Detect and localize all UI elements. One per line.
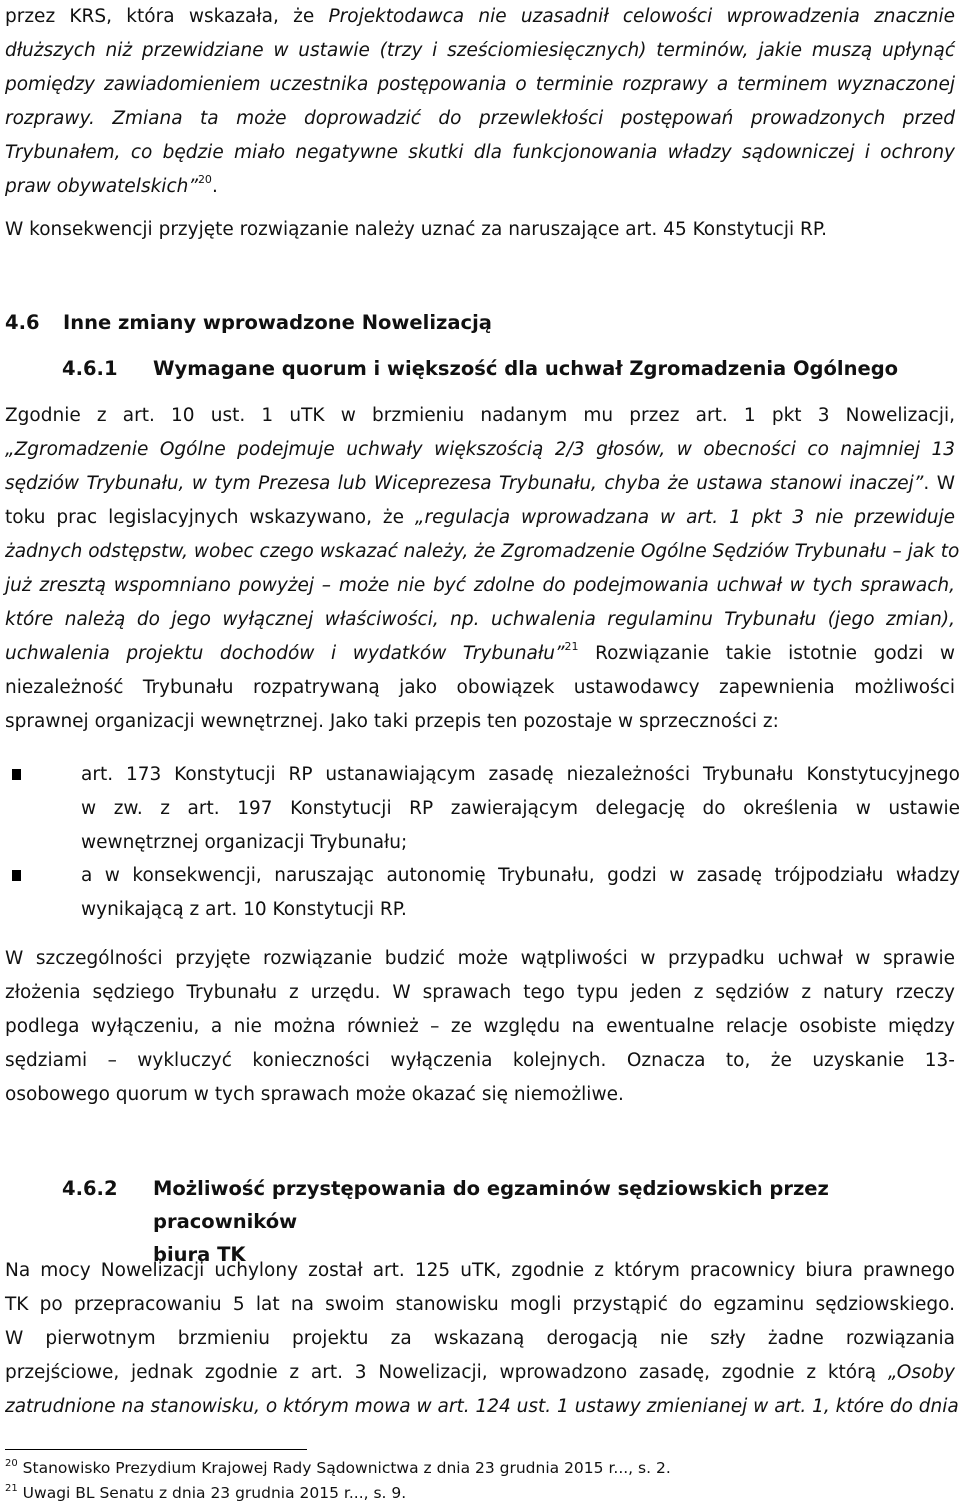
paragraph-line: sprawnej organizacji wewnętrznej. Jako taki przepis ten pozostaje w sprzeczności z: [5,711,779,732]
paragraph-line: Na mocy Nowelizacji uchylony został art. 125 uTK, zgodnie z którym pracownicy biura prawnego [5,1260,955,1281]
paragraph-line: podlega wyłączeniu, a nie można również – ze względu na ewentualne relacje osobiste między [5,1016,955,1037]
footnote-ref[interactable]: 21 [564,639,579,653]
paragraph-line: złożenia sędziego Trybunału z urzędu. W sprawach tego typu jeden z sędziów z natury rzeczy [5,982,955,1003]
paragraph-line: już zresztą wspomniano powyżej – może nie być zdolne do podejmowania uchwał w tych sprawach, [5,575,955,596]
paragraph-line: sędziami – wykluczyć konieczności wyłączenia kolejnych. Oznacza to, że uzyskanie 13- [5,1050,955,1071]
subsection-heading: 4.6.2 Możliwość przystępowania do egzaminów sędziowskich przez pracowników biura TK [62,1177,829,1266]
paragraph-line: pomiędzy zawiadomieniem uczestnika postępowania o terminie rozprawy a terminem wyznaczonej [5,74,955,95]
paragraph-line: dłuższych niż przewidziane w ustawie (trzy i sześciomiesięcznych) terminów, jakie muszą upłynąć [5,40,955,61]
paragraph-conclusion: W konsekwencji przyjęte rozwiązanie należy uznać za naruszające art. 45 Konstytucji RP. [5,219,828,240]
subsection-heading: 4.6.1 Wymagane quorum i większość dla uchwał Zgromadzenia Ogólnego [62,357,899,380]
paragraph-line: sędziów Trybunału, w tym Prezesa lub Wiceprezesa Trybunału, chyba że ustawa stanowi inaczej”. W [5,473,955,494]
paragraph-line: toku prac legislacyjnych wskazywano, że „regulacja wprowadzana w art. 1 pkt 3 nie przewiduje [5,507,955,528]
paragraph-line: W pierwotnym brzmieniu projektu za wskazaną derogacją nie szły żadne rozwiązania [5,1328,955,1349]
paragraph-line: które należą do jego wyłącznej właściwości, np. uchwalenia regulaminu Trybunału (jego zmian), [5,609,955,630]
footnote-divider [5,1449,307,1450]
paragraph-line: żadnych odstępstw, wobec czego wskazać należy, że Zgromadzenie Ogólne Sędziów Trybunału – jak to [5,541,960,562]
footnote: $^{21}$ Uwagi BL Senatu z dnia 23 grudnia 2015 r..., s. 9. [5,1482,407,1502]
bullet-square-icon [12,870,21,881]
paragraph-line: W szczególności przyjęte rozwiązanie budzić może wątpliwości w przypadku uchwał w sprawie [5,948,955,969]
paragraph-line: Trybunałem, co będzie miało negatywne skutki dla funkcjonowania władzy sądowniczej i ochrony [5,142,955,163]
paragraph-line: zatrudnione na stanowisku, o którym mowa w art. 124 ust. 1 ustawy zmienianej w art. 1, które do dnia [5,1396,959,1417]
paragraph-line: rozprawy. Zmiana ta może doprowadzić do przewlekłości postępowań prowadzonych przed [5,108,955,129]
paragraph-line: „Zgromadzenie Ogólne podejmuje uchwały większością 2/3 głosów, w obecności co najmniej 13 [5,439,955,460]
paragraph-line: osobowego quorum w tych sprawach może okazać się niemożliwe. [5,1084,624,1105]
list-item [5,758,960,860]
list-item-line: wewnętrznej organizacji Trybunału; [81,832,408,853]
paragraph-line: przez KRS, która wskazała, że Projektodawca nie uzasadnił celowości wprowadzenia znacznie [5,6,955,27]
paragraph-line: praw obywatelskich”$^{20}$. [5,172,218,197]
paragraph-line: uchwalenia projektu dochodów i wydatków Trybunału”$^{21}$ Rozwiązanie takie istotnie godzi w [5,639,955,664]
paragraph-line: niezależność Trybunału rozpatrywaną jako obowiązek ustawodawcy zapewnienia możliwości [5,677,955,698]
section-heading: 4.6 Inne zmiany wprowadzone Nowelizacją [5,311,492,334]
footnote: $^{20}$ Stanowisko Prezydium Krajowej Rady Sądownictwa z dnia 23 grudnia 2015 r..., s. 2. [5,1457,671,1477]
paragraph-line: przejściowe, jednak zgodnie z art. 3 Nowelizacji, wprowadzono zasadę, zgodnie z którą „Osoby [5,1362,955,1383]
list-item-line: wynikającą z art. 10 Konstytucji RP. [81,899,407,920]
paragraph-line: Zgodnie z art. 10 ust. 1 uTK w brzmieniu nadanym mu przez art. 1 pkt 3 Nowelizacji, [5,405,955,426]
list-item-line: a w konsekwencji, naruszając autonomię Trybunału, godzi w zasadę trójpodziału władzy [81,865,960,886]
list-item-line: art. 173 Konstytucji RP ustanawiającym zasadę niezależności Trybunału Konstytucyjnego [81,764,960,785]
list-item-line: w zw. z art. 197 Konstytucji RP zawierającym delegację do określenia w ustawie [81,798,960,819]
list-item [5,859,960,927]
footnote-ref[interactable]: 20 [197,172,212,186]
paragraph-line: TK po przepracowaniu 5 lat na swoim stanowisku mogli przystąpić do egzaminu sędziowskiego. [5,1294,955,1315]
bullet-square-icon [12,769,21,780]
